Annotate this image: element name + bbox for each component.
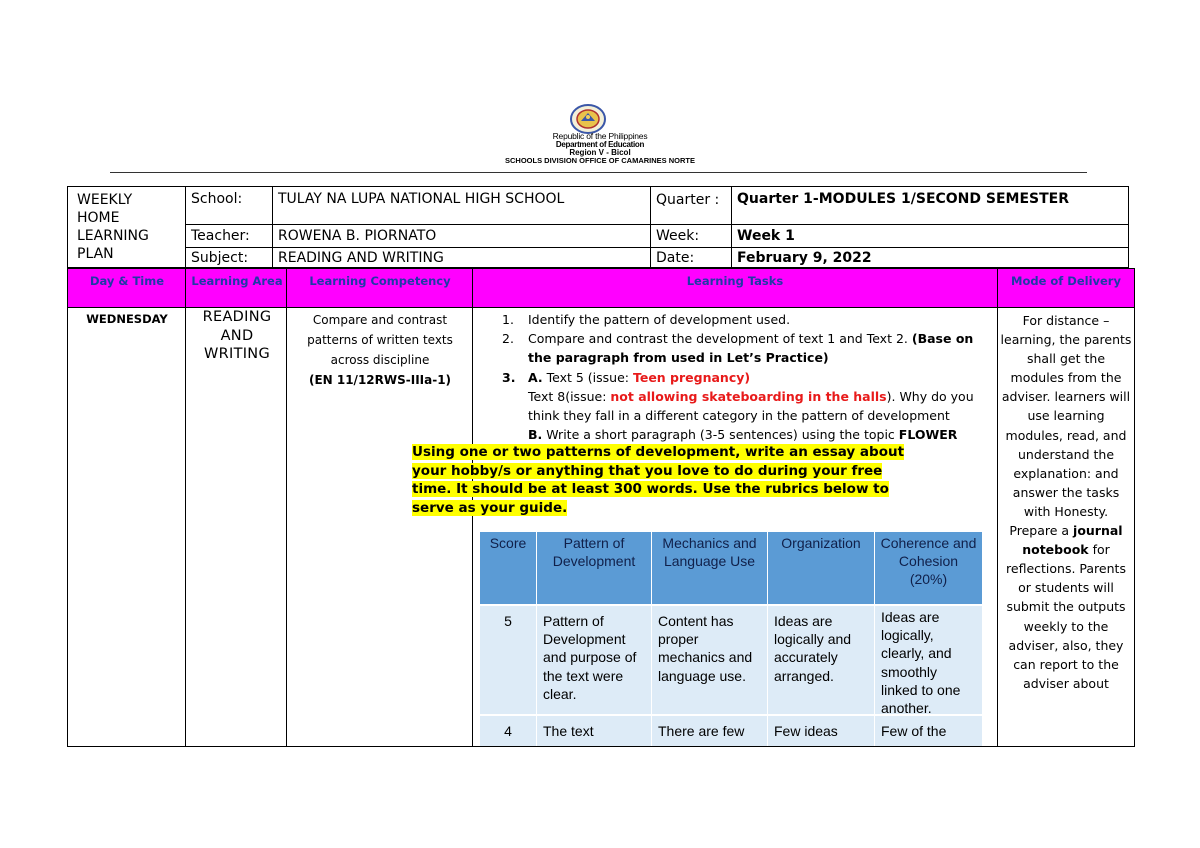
mode-text: for reflections. Parents or students will submit the outputs weekly to the adviser, also, they can report to the adviser about	[1006, 542, 1126, 691]
essay-instruction	[412, 443, 917, 517]
rubric-cell: Pattern of Development and purpose of the text were clear.	[537, 606, 651, 714]
deped-seal-icon	[570, 104, 606, 134]
department-text: Department of Education	[555, 140, 645, 149]
task-label: A.	[528, 369, 543, 385]
issue-text: not allowing skateboarding in the halls	[610, 388, 887, 404]
col-divider	[185, 308, 186, 746]
division-text: SCHOOLS DIVISION OFFICE OF CAMARINES NORTE	[504, 156, 695, 165]
rubric-cell: Content has proper mechanics and language use.	[652, 606, 767, 714]
competency-text: Compare and contrast patterns of written texts across discipline	[307, 313, 453, 367]
essay-instruction-text: Using one or two patterns of development, write an essay about your hobby/s or anything that you love to do during your free time. It should be at least 300 words. Use the rubrics below to serve as your guide.	[412, 444, 905, 516]
plan-title: WEEKLY HOME LEARNING PLAN	[77, 192, 149, 262]
competency-cell	[288, 310, 472, 390]
subject-value: READING AND WRITING	[278, 250, 444, 266]
column-header-row	[67, 268, 1135, 308]
col-divider	[286, 269, 287, 307]
task-item: 1. Identify the pattern of development used.	[502, 312, 791, 327]
col-day-header: Day & Time	[89, 274, 165, 288]
task-note: (Base on the paragraph from used in Let’s Practice)	[528, 331, 974, 366]
col-divider	[286, 308, 287, 746]
issue-text: Teen pregnancy)	[632, 369, 751, 385]
task-text: Text 8(issue:	[528, 388, 611, 404]
task-label: B.	[528, 427, 543, 443]
republic-text: Republic of the Philippines	[552, 131, 648, 141]
mode-highlight: journal notebook	[1022, 523, 1123, 558]
quarter-label: Quarter :	[656, 192, 720, 208]
task-text: ). Why do you think they fall in a different category in the pattern of development	[528, 388, 974, 424]
col-divider	[472, 308, 473, 746]
learning-tasks-list	[488, 310, 988, 444]
task-item: 3. A. Text 5 (issue: Teen pregnancy) Text 8(issue: not allowing skateboarding in the halls). Why do you think they fall in a different category in the pattern of development B. Write a short paragraph (3-5 sentences) using the topic FLOWER	[502, 369, 974, 443]
rubric-header-pattern: Pattern of Development	[537, 532, 651, 604]
rubric-cell: Few of the	[875, 716, 982, 746]
rubric-header-mechanics: Mechanics and Language Use	[652, 532, 767, 604]
col-area-header: Learning Area	[191, 274, 283, 288]
rubric-header-organization: Organization	[768, 532, 874, 604]
date-label: Date:	[656, 250, 695, 266]
info-divider	[185, 224, 1128, 225]
learning-area-cell: READING AND WRITING	[202, 309, 272, 362]
rubric-header-coherence: Coherence and Cohesion (20%)	[875, 532, 982, 604]
rubric-cell: 5	[480, 606, 536, 714]
mode-text: For distance – learning, the parents shall get the modules from the adviser. learners will use learning modules, read, and understand the explanation: and answer the tasks with Honesty. Prepare a	[1000, 313, 1132, 539]
quarter-value: Quarter 1-MODULES 1/SECOND SEMESTER	[737, 191, 1070, 207]
rubric-header-score: Score	[480, 532, 536, 604]
task-text: Compare and contrast the development of text 1 and Text 2.	[528, 331, 908, 347]
rubric-cell: Few ideas	[768, 716, 874, 746]
rubric-cell: The text	[537, 716, 651, 746]
col-divider	[472, 269, 473, 307]
task-item: 2. Compare and contrast the development of text 1 and Text 2. (Base on the paragraph from used in Let’s Practice)	[502, 331, 974, 366]
rubric-table	[480, 532, 982, 746]
rubric-cell: There are few	[652, 716, 767, 746]
header-divider	[110, 172, 1087, 173]
date-value: February 9, 2022	[737, 250, 872, 266]
rubric-cell: Ideas are logically and accurately arranged.	[768, 606, 874, 714]
task-text: Text 5 (issue:	[542, 369, 633, 385]
rubric-cell: 4	[480, 716, 536, 746]
col-divider	[997, 308, 998, 746]
competency-code: (EN 11/12RWS-IIIa-1)	[308, 373, 452, 387]
rubric-cell: Ideas are logically, clearly, and smoothly linked to one another.	[875, 606, 982, 714]
teacher-value: ROWENA B. PIORNATO	[278, 228, 437, 244]
col-tasks-header: Learning Tasks	[686, 274, 784, 288]
school-value: TULAY NA LUPA NATIONAL HIGH SCHOOL	[278, 191, 565, 207]
day-cell: WEDNESDAY	[86, 312, 168, 326]
week-label: Week:	[656, 228, 700, 244]
col-competency-header: Learning Competency	[309, 274, 451, 288]
week-value: Week 1	[737, 228, 795, 244]
col-mode-header: Mode of Delivery	[1011, 274, 1121, 288]
school-label: School:	[191, 191, 243, 207]
topic-text: FLOWER	[898, 427, 958, 443]
col-divider	[997, 269, 998, 307]
task-text: Write a short paragraph (3-5 sentences) using the topic	[542, 427, 899, 443]
plan-info-table	[67, 186, 1129, 268]
col-divider	[185, 269, 186, 307]
region-text: Region V - Bicol	[569, 148, 631, 157]
teacher-label: Teacher:	[191, 228, 250, 244]
task-text: Identify the pattern of development used.	[528, 312, 791, 327]
mode-of-delivery-cell	[1000, 311, 1132, 693]
subject-label: Subject:	[191, 250, 249, 266]
